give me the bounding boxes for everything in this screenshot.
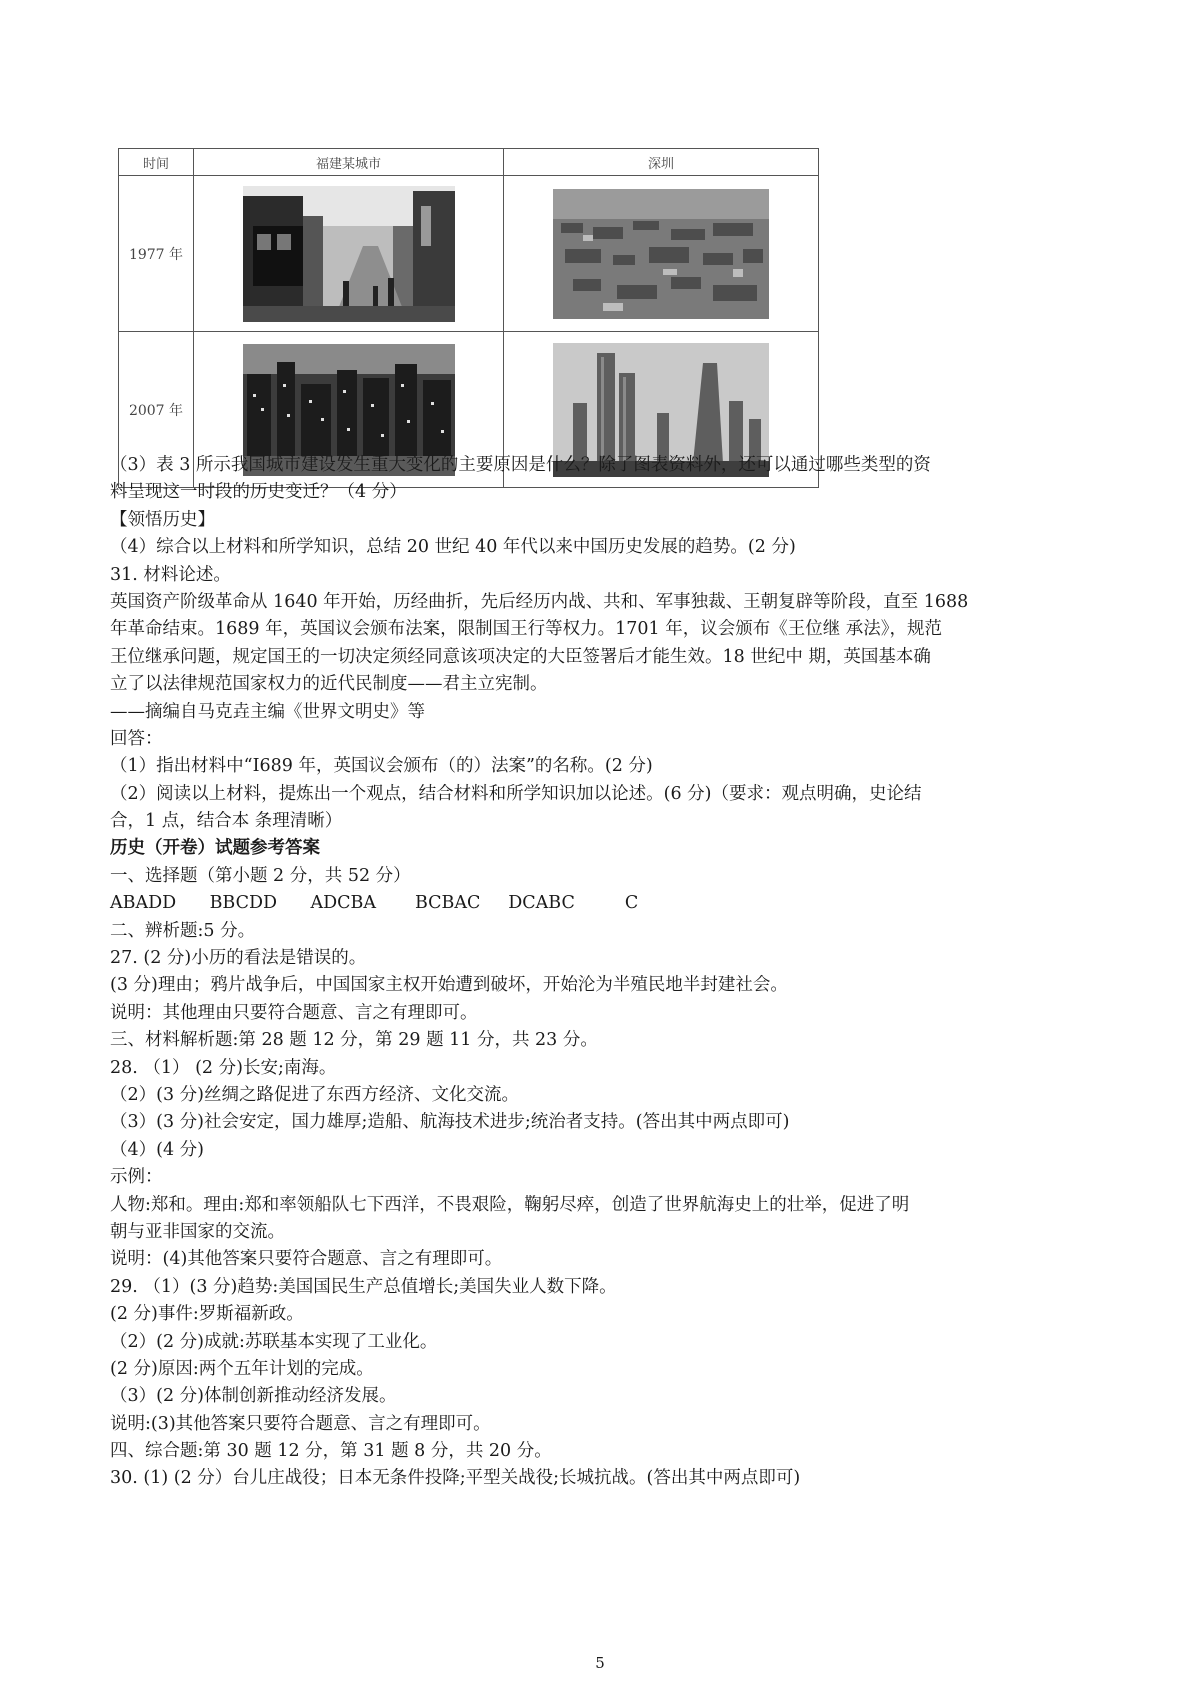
text-line: 31. 材料论述。 — [110, 564, 231, 585]
text-line: 29. （1）(3 分)趋势:美国国民生产总值增长;美国失业人数下降。 — [110, 1276, 617, 1297]
text-line: 合，1 点，结合本 条理清晰） — [110, 811, 343, 832]
text-line: 说明：其他理由只要符合题意、言之有理即可。 — [110, 1002, 478, 1023]
text-line: (2 分)事件:罗斯福新政。 — [110, 1304, 304, 1325]
document-body — [110, 452, 1100, 1493]
text-line: 立了以法律规范国家权力的近代民制度——君主立宪制。 — [110, 674, 548, 695]
text-line: 朝与亚非国家的交流。 — [110, 1221, 285, 1242]
text-line: 30. (1) (2 分）台儿庄战役；日本无条件投降;平型关战役;长城抗战。(答出其中两点即可) — [110, 1468, 801, 1489]
answer-key-heading: 历史（开卷）试题参考答案 — [110, 838, 320, 859]
text-line: 英国资产阶级革命从 1640 年开始，历经曲折，先后经历内战、共和、军事独裁、王朝复辟等阶段，直至 1688 — [110, 591, 969, 612]
text-line: 回答： — [110, 728, 163, 749]
year-cell-1977: 1977 年 — [119, 176, 194, 332]
text-line: 王位继承问题，规定国王的一切决定须经同意该项决定的大臣签署后才能生效。18 世纪中 期，英国基本确 — [110, 646, 931, 667]
text-line: 四、综合题:第 30 题 12 分，第 31 题 8 分，共 20 分。 — [110, 1441, 552, 1462]
text-line: （3）(3 分)社会安定，国力雄厚;造船、航海技术进步;统治者支持。(答出其中两点即可) — [110, 1112, 790, 1133]
text-line: （2）(3 分)丝绸之路促进了东西方经济、文化交流。 — [110, 1084, 519, 1105]
text-line: 说明：(4)其他答案只要符合题意、言之有理即可。 — [110, 1249, 503, 1270]
header-shenzhen: 深圳 — [504, 149, 819, 176]
text-line: 示例： — [110, 1167, 163, 1188]
text-line: （2）(2 分)成就:苏联基本实现了工业化。 — [110, 1331, 438, 1352]
header-fujian-city: 福建某城市 — [194, 149, 504, 176]
text-line: 【领悟历史】 — [110, 509, 215, 530]
header-time: 时间 — [119, 149, 194, 176]
aerial-village-photo — [553, 189, 769, 319]
text-line: 三、材料解析题:第 28 题 12 分，第 29 题 11 分，共 23 分。 — [110, 1030, 598, 1051]
table-row-1977 — [119, 176, 819, 332]
text-line: 二、辨析题:5 分。 — [110, 920, 256, 941]
text-line: 28. （1） (2 分)长安;南海。 — [110, 1057, 337, 1078]
text-line: (3 分)理由；鸦片战争后，中国国家主权开始遭到破坏，开始沦为半殖民地半封建社会。 — [110, 975, 788, 996]
page-number: 5 — [595, 1654, 605, 1672]
text-line: （2）阅读以上材料，提炼出一个观点，结合材料和所学知识加以论述。(6 分)（要求：观点明确，史论结 — [110, 783, 922, 804]
text-line: 说明:(3)其他答案只要符合题意、言之有理即可。 — [110, 1413, 491, 1434]
text-line: 人物:郑和。理由:郑和率领船队七下西洋，不畏艰险，鞠躬尽瘁，创造了世界航海史上的壮举，促进了明 — [110, 1194, 910, 1215]
text-line: （4）(4 分) — [110, 1139, 204, 1160]
text-line: (2 分)原因:两个五年计划的完成。 — [110, 1358, 374, 1379]
table-header-row — [119, 149, 819, 176]
old-street-photo — [243, 186, 455, 322]
text-line: 年革命结束。1689 年，英国议会颁布法案，限制国王行等权力。1701 年，议会颁布《王位继 承法》，规范 — [110, 619, 943, 640]
city-comparison-table — [118, 148, 819, 488]
answer-letters: ABADD BBCDD ADCBA BCBAC DCABC C — [110, 893, 639, 914]
text-line: 料呈现这一时段的历史变迁？（4 分） — [110, 482, 407, 503]
text-line: （4）综合以上材料和所学知识，总结 20 世纪 40 年代以来中国历史发展的趋势。(2 分) — [110, 537, 796, 558]
year-cell-2007: 2007 年 — [119, 332, 194, 488]
text-line: ——摘编自马克垚主编《世界文明史》等 — [110, 701, 425, 722]
text-line: 27. (2 分)小历的看法是错误的。 — [110, 948, 367, 969]
text-line: （1）指出材料中“I689 年，英国议会颁布（的）法案”的名称。(2 分) — [110, 756, 653, 777]
text-line: （3）表 3 所示我国城市建设发生重大变化的主要原因是什么？除了图表资料外，还可以通过哪些类型的资 — [110, 455, 931, 475]
text-line: （3）(2 分)体制创新推动经济发展。 — [110, 1386, 397, 1407]
text-line: 一、选择题（第小题 2 分，共 52 分） — [110, 865, 411, 886]
